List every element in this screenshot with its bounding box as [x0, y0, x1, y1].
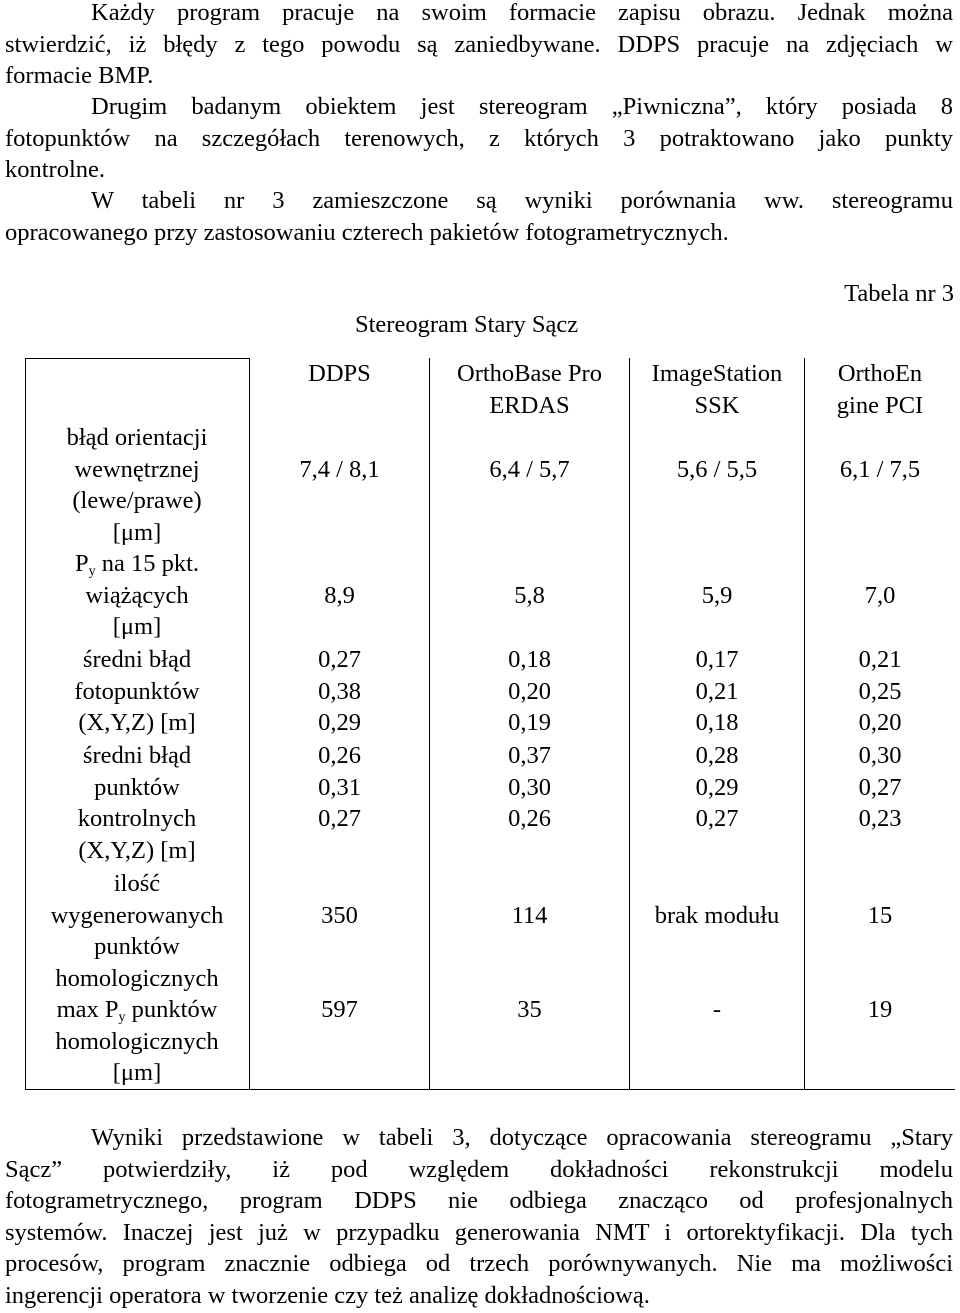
paragraph-piwniczna — [5, 91, 953, 186]
table-cell: 0,30 0,27 0,23 — [858, 742, 902, 833]
column-header-ddps: DDPS — [308, 360, 371, 387]
table-cell: 597 — [321, 996, 358, 1023]
table-cell: 7,0 — [864, 582, 896, 609]
row-label-max-py: $\max P_y$ punktów homologicznych [μm] — [55, 996, 219, 1087]
column-header-orthobase: OrthoBase Pro ERDAS — [457, 360, 602, 419]
results-table — [25, 358, 955, 1090]
table-cell: 0,21 0,25 0,20 — [858, 646, 902, 737]
table-cell: 114 — [511, 902, 548, 929]
row-label-internal-orientation: błąd orientacji wewnętrznej (lewe/prawe) [μm] — [66, 424, 208, 546]
table-cell: 0,28 0,29 0,27 — [695, 742, 739, 833]
table-cell: - — [712, 996, 722, 1023]
column-header-orthoengine: OrthoEn gine PCI — [836, 360, 924, 419]
paragraph-conclusion — [5, 1122, 953, 1312]
row-label-py-tie-points: $P_y$ na 15 pkt. wiążących [μm] — [74, 550, 200, 641]
paragraph-formats — [5, 0, 953, 92]
table-cell: 0,37 0,30 0,26 — [508, 742, 551, 833]
table-cell: 19 — [867, 996, 893, 1023]
text-line: procesów, program znacznie odbiega od trzech porównywanych. Nie ma możliwości — [5, 1250, 953, 1278]
table-cell: 350 — [321, 902, 358, 929]
text-line: fotopunktów na szczegółach terenowych, z których 3 potraktowano jako punkty — [5, 124, 953, 152]
text-line: kontrolne. — [5, 156, 106, 184]
table-cell: 0,17 0,21 0,18 — [695, 646, 739, 737]
table-cell: 15 — [867, 902, 893, 929]
text-line: Każdy program pracuje na swoim formacie zapisu obrazu. Jednak można — [91, 0, 953, 26]
table-cell: 0,27 0,38 0,29 — [318, 646, 361, 737]
table-cell: 5,6 / 5,5 — [676, 456, 758, 483]
text-line: systemów. Inaczej jest już w przypadku generowania NMT i ortorektyfikacji. Dla tych — [5, 1218, 953, 1246]
table-cell: brak modułu — [654, 902, 780, 929]
row-label-generated-points: ilość wygenerowanych punktów homologicznych — [50, 870, 224, 992]
table-caption: Tabela nr 3 — [844, 280, 954, 307]
text-line: stwierdzić, iż błędy z tego powodu są zaniedbywane. DDPS pracuje na zdjęciach w — [5, 30, 953, 58]
text-line: Drugim badanym obiektem jest stereogram „Piwniczna”, który posiada 8 — [91, 93, 953, 120]
table-cell: 6,4 / 5,7 — [489, 456, 570, 483]
table-border-top — [25, 358, 250, 359]
table-cell: 35 — [517, 996, 542, 1023]
table-cell: 7,4 / 8,1 — [299, 456, 380, 483]
table-cell: 0,26 0,31 0,27 — [318, 742, 361, 833]
paragraph-table-intro — [5, 185, 953, 248]
table-cell: 0,18 0,20 0,19 — [508, 646, 551, 737]
text-line: Wyniki przedstawione w tabeli 3, dotyczące opracowania stereogramu „Stary — [91, 1124, 953, 1151]
table-cell: 5,9 — [701, 582, 733, 609]
text-line: W tabeli nr 3 zamieszczone są wyniki porównania ww. stereogramu — [91, 187, 953, 214]
table-cell: 6,1 / 7,5 — [839, 456, 921, 483]
text-line: ingerencji operatora w tworzenie czy też analizę dokładnościową. — [5, 1281, 650, 1309]
table-cell: 5,8 — [514, 582, 545, 609]
row-label-gcp-error: średni błąd fotopunktów (X,Y,Z) [m] — [74, 646, 200, 737]
table-cell: 8,9 — [324, 582, 355, 609]
text-line: fotogrametrycznego, program DDPS nie odbiega znacząco od profesjonalnych — [5, 1187, 953, 1215]
text-line: Sącz” potwierdziły, iż pod względem dokładności rekonstrukcji modelu — [5, 1155, 953, 1183]
text-line: formacie BMP. — [5, 62, 154, 90]
row-label-checkpoint-error: średni błąd punktów kontrolnych (X,Y,Z) [m] — [77, 742, 197, 864]
table-border-bottom — [25, 1089, 955, 1090]
column-header-imagestation: ImageStation SSK — [651, 360, 783, 419]
table-title: Stereogram Stary Sącz — [355, 311, 579, 338]
text-line: opracowanego przy zastosowaniu czterech pakietów fotogrametrycznych. — [5, 218, 729, 246]
